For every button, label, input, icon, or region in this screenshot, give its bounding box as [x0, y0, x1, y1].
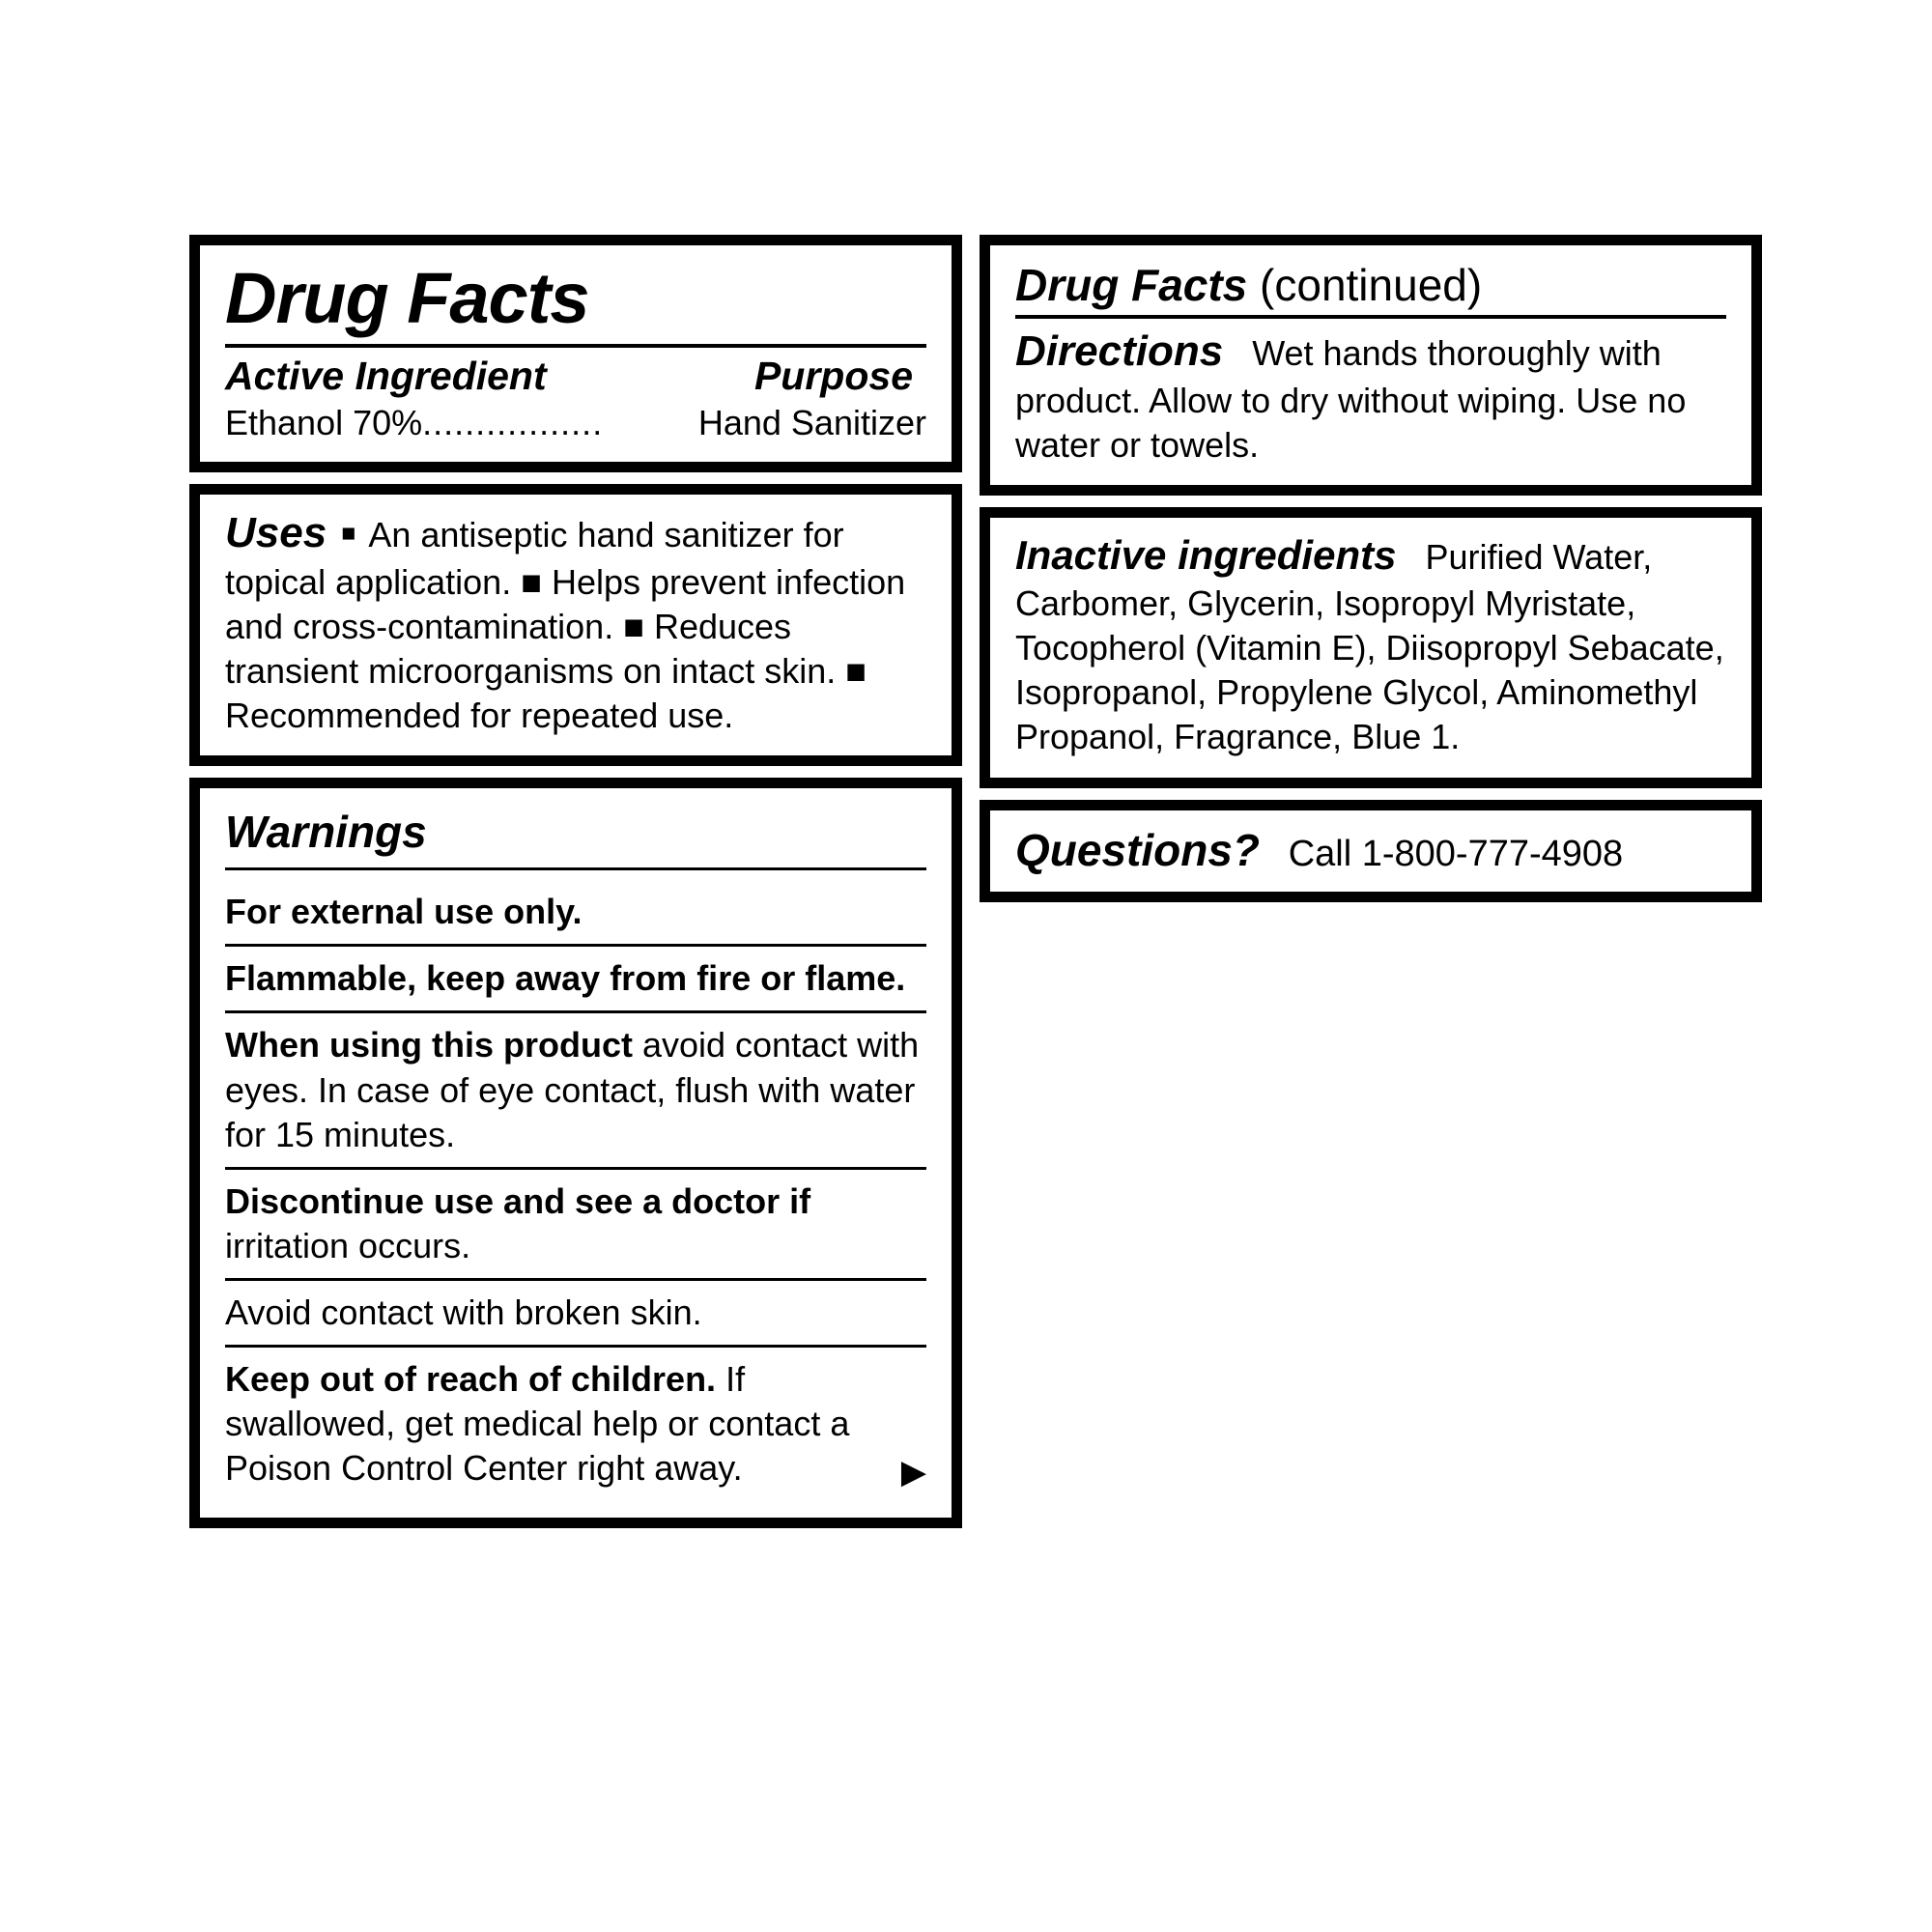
warning-item-1-bold: For external use only.	[225, 892, 582, 932]
purpose-label: Purpose	[753, 353, 913, 398]
warnings-heading: Warnings	[225, 807, 427, 858]
drug-facts-header-box	[189, 235, 962, 472]
warning-item-1	[225, 880, 926, 944]
directions-text: Wet hands thoroughly with product. Allow to dry without wiping. Use no water or towels.	[1015, 333, 1687, 466]
warning-item-4-rest: irritation occurs.	[225, 1225, 471, 1265]
left-column	[189, 235, 962, 1528]
active-ingredient-headings	[225, 354, 926, 399]
questions-heading: Questions?	[1015, 824, 1261, 875]
warning-item-2-bold: Flammable, keep away from fire or flame.	[225, 958, 906, 999]
active-ingredient-row	[225, 401, 926, 444]
warning-item-6-rest: If swallowed, get medical help or contact a Poison Control Center right away.	[225, 1358, 850, 1489]
warning-item-3-bold: When using this product	[225, 1025, 633, 1065]
warning-item-5	[225, 1281, 926, 1345]
page-title: Drug Facts	[225, 258, 589, 338]
directions-heading: Directions	[1015, 327, 1224, 375]
continued-title-main: Drug Facts	[1015, 260, 1248, 310]
warning-item-3	[225, 1013, 926, 1166]
warning-item-4-bold: Discontinue use and see a doctor if	[225, 1180, 811, 1221]
leader-dots: .................	[422, 402, 604, 442]
warnings-divider-0	[225, 867, 926, 870]
continue-arrow-icon: ▶	[900, 1454, 926, 1492]
questions-section	[1015, 824, 1726, 876]
right-column	[980, 235, 1762, 902]
active-ingredient-purpose: Hand Sanitizer	[697, 402, 926, 442]
warning-item-2	[225, 947, 926, 1010]
inactive-ingredients-box	[980, 507, 1762, 787]
warnings-box	[189, 778, 962, 1528]
continued-title-suffix: (continued)	[1260, 260, 1483, 310]
title-divider	[225, 344, 926, 348]
active-ingredient-name: Ethanol 70%	[225, 402, 423, 442]
directions-section	[1015, 325, 1726, 468]
inactive-ingredients-text: Purified Water, Carbomer, Glycerin, Isopropyl Myristate, Tocopherol (Vitamin E), Diisopropyl Sebacate, Isopropanol, Propylene Glycol, Aminomethyl Propanol, Fragrance, Blue 1.	[1015, 537, 1724, 757]
warning-item-5-rest: Avoid contact with broken skin.	[225, 1292, 702, 1332]
continued-header-box	[980, 235, 1762, 496]
warning-item-4	[225, 1170, 926, 1278]
uses-section	[225, 506, 926, 739]
inactive-ingredients-heading: Inactive ingredients	[1015, 532, 1397, 579]
active-ingredient-label: Active Ingredient	[225, 353, 547, 398]
inactive-ingredients-section	[1015, 529, 1726, 759]
questions-phone[interactable]: Call 1-800-777-4908	[1288, 833, 1624, 874]
warning-item-6-bold: Keep out of reach of children.	[225, 1358, 717, 1399]
uses-text: An antiseptic hand sanitizer for topical application. ■ Helps prevent infection and cross-contamination. ■ Reduces transient microorganisms on intact skin. ■ Recommended for repeated use.	[225, 514, 906, 736]
continued-divider	[1015, 315, 1726, 319]
questions-box	[980, 800, 1762, 902]
continued-title	[1015, 259, 1726, 311]
uses-heading: Uses	[225, 508, 327, 556]
uses-box	[189, 484, 962, 767]
warning-item-3-rest: avoid contact with eyes. In case of eye contact, flush with water for 15 minutes.	[225, 1025, 920, 1154]
square-bullet-icon: ■	[341, 520, 356, 548]
warning-item-6	[225, 1348, 926, 1500]
drug-facts-label	[189, 235, 1762, 1528]
